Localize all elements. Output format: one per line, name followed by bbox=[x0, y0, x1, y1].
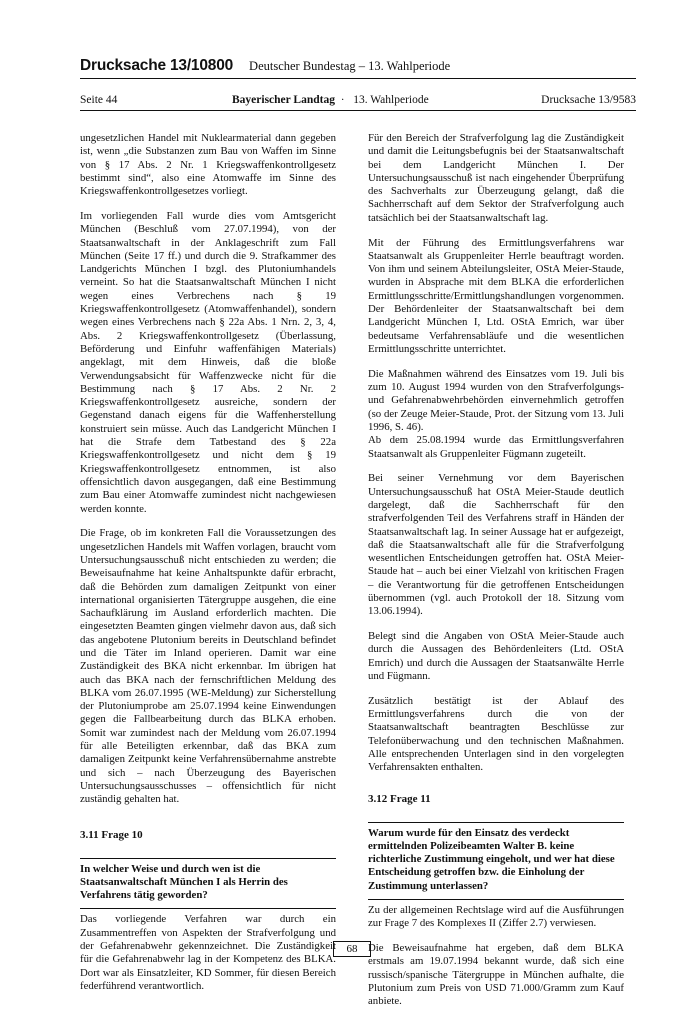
question-rule bbox=[368, 899, 624, 900]
paragraph: Die Frage, ob im konkreten Fall die Voraussetzungen des ungesetzlichen Handels mit Waffen vorlagen, braucht vom Untersuchungsausschuß nicht entschieden zu werden; die Beweisaufnahme hat keine Anhaltspunkte dafür erbracht, daß die Behörden zum damaligen Zeitpunkt von einer international organisierten Tätergruppe ausgehen, die eine Sachaufklärung im Ausland erforderlich machten. Die eingesetzten Beamten gingen vielmehr davon aus, daß sich das angebotene Plutonium bereits in Deutschland befindet und die Täter im Inland operieren. Damit war eine Zuständigkeit des BKA nicht erkennbar. Im übrigen hat auch das BKA nach der fernschriftlichen Meldung des BLKA vom 26.07.1995 (WE-Meldung) zur Sicherstellung der Plutoniumprobe am 25.07.1994 keine Einwendungen gegen die Fallbearbeitung durch das BLKA erhoben. Somit war zumindest nach der Meldung vom 26.07.1994 für alle Beteiligten erkennbar, daß das BKA zum damaligen Zeitpunkt keine Verfahrensübernahme anstrebte und sich – nach Überzeugung des Bayerischen Untersuchungsausschusses – offensichtlich für nicht zuständig gehalten hat. bbox=[80, 527, 336, 806]
parliament-label bbox=[232, 94, 429, 106]
bundestag-period: Deutscher Bundestag – 13. Wahlperiode bbox=[249, 59, 451, 73]
page-label: Seite 44 bbox=[80, 94, 118, 106]
paragraph: Zu der allgemeinen Rechtslage wird auf die Ausführungen zur Frage 7 des Komplexes II (Ziffer 2.7) verwiesen. bbox=[368, 904, 624, 930]
section-heading: 3.11 Frage 10 bbox=[80, 828, 143, 841]
paragraph: Im vorliegenden Fall wurde dies vom Amtsgericht München (Beschluß vom 27.07.1994), von der Staatsanwaltschaft in der Anklageschrift zum Fall München (Seite 17 ff.) und durch die 9. Strafkammer des Landgerichts München I bzgl. des Plutoniumhandels verneint. So hat die Staatsanwaltschaft München I nicht wegen eines Verbrechens nach § 19 Kriegswaffenkontrollgesetz (Atomwaffenhandel), sondern wegen eines Verbrechens nach § 22a Abs. 1 Nrn. 2, 3, 4, Abs. 2 Kriegswaffenkontrollgesetz (Überlassung, Beförderung und Einfuhr waffenfähigen Materials) angeklagt, mit dem Hinweis, daß die bloße Verwendungsabsicht für Waffenzwecke nicht für die Bestimmung nach § 17 Abs. 2 Nr. 2 Kriegswaffenkontrollgesetz ausreiche, sondern der Gegenstand danach eigens für die Waffenherstellung konstruiert sein müsse. Auch das Landgericht München I hat die Strafe dem Tatbestand des § 22a Kriegswaffenkontrollgesetz und nicht dem § 19 Kriegswaffenkontrollgesetz entnommen, ist also offensichtlich davon ausgegangen, daß eine Bestimmung zum Bau einer Atomwaffe zumindest nicht nachgewiesen werden konnte. bbox=[80, 209, 336, 515]
page-number: 68 bbox=[333, 941, 371, 957]
paragraph: ungesetzlichen Handel mit Nuklearmaterial dann gegeben ist, wenn „die Substanzen zum Bau von Waffen im Sinne von § 17 Abs. 2 Nr. 1 Kriegswaffenkontrollgesetz bestimmt sind“, also eine Atomwaffe im Sinne des Kriegswaffenkontrollgesetzes vorliegt. bbox=[80, 132, 336, 198]
header-separator: · bbox=[340, 94, 345, 106]
question-rule bbox=[80, 858, 336, 859]
right-column bbox=[368, 132, 624, 1020]
page-header-rule bbox=[80, 110, 636, 111]
document-header bbox=[80, 57, 635, 75]
paragraph: Für den Bereich der Strafverfolgung lag die Zuständigkeit und damit die Leitungsbefugnis bei der Staatsanwaltschaft bei dem Landgericht München I. Der Untersuchungsausschuß ist nach eingehender Überprüfung des Sachverhalts zur Überzeugung gelangt, daß die Sachherrschaft auf dem Sektor der Strafverfolgung auch tatsächlich bei der Staatsanwaltschaft lag. bbox=[368, 132, 624, 224]
question-rule bbox=[368, 822, 624, 823]
paragraph: Ab dem 25.08.1994 wurde das Ermittlungsverfahren Staatsanwalt als Gruppenleiter Fügmann zugeteilt. bbox=[368, 434, 624, 460]
page-header bbox=[80, 94, 636, 108]
paragraph: Belegt sind die Angaben von OStA Meier-Staude auch durch die Aussagen des Behördenleiters (Ltd. OStA Emrich) und durch die Aussagen der Staatsanwälte Herrle und Fügmann. bbox=[368, 630, 624, 682]
paragraph: Die Maßnahmen während des Einsatzes vom 19. Juli bis zum 10. August 1994 wurden von den Strafverfolgungs- und Gefahrenabwehrbehörden einvernehmlich getroffen (so der Zeuge Meier-Staude, Prot. der Sitzung vom 13. Juli 1996, S. 46). bbox=[368, 367, 624, 433]
section-heading: 3.12 Frage 11 bbox=[368, 792, 431, 805]
landtag-name: Bayerischer Landtag bbox=[232, 94, 335, 106]
question: In welcher Weise und durch wen ist die Staatsanwaltschaft München I als Herrin des Verfahrens tätig geworden? bbox=[80, 862, 288, 902]
paragraph: Mit der Führung des Ermittlungsverfahrens war Staatsanwalt als Gruppenleiter Herrle beauftragt worden. Von ihm und seinem Abteilungsleiter, OStA Meier-Staude, wurden in Absprache mit dem BLKA die erforderlichen Ermittlungsschritte/Ermittlungshandlungen vorgenommen. Der Behördenleiter der Staatsanwaltschaft bei dem Landgericht München I, Ltd. OStA Emrich, war über bedeutsame Verfahrensabläufe und die wesentlichen Ermittlungsschritte unterrichtet. bbox=[368, 236, 624, 355]
paragraph: Bei seiner Vernehmung vor dem Bayerischen Untersuchungsausschuß hat OStA Meier-Staude deutlich dargelegt, daß die Sachherrschaft für den strafverfolgenden Teil des Verfahrens straff in Händen der Staatsanwaltschaft lag. In seiner Aussage hat er aufgezeigt, daß die Staatsanwaltschaft alle für die Strafverfolgung wesentlichen Entscheidungen getroffen hat. OStA Meier-Staude hat – auch bei einer Vielzahl von kritischen Fragen – die Verantwortung für die getroffenen Entscheidungen übernommen (vgl. auch Protokoll der 18. Sitzung vom 13.06.1994). bbox=[368, 472, 624, 618]
drucksache-right: Drucksache 13/9583 bbox=[541, 94, 636, 106]
paragraph: Die Beweisaufnahme hat ergeben, daß dem BLKA erstmals am 19.07.1994 bekannt wurde, daß sich eine russisch/spanische Tätergruppe in München aufhalte, die Plutonium zum Preis von USD 71.000/Gramm zum Kauf anbiete. bbox=[368, 942, 624, 1008]
header-rule bbox=[80, 78, 636, 79]
question: Warum wurde für den Einsatz des verdeckt ermittelnden Polizeibeamten Walter B. keine richterliche Zustimmung eingeholt, und wer hat diese Entscheidung getroffen bzw. die Einholung der Zustimmung unterlassen? bbox=[368, 826, 615, 892]
question-rule bbox=[80, 908, 336, 909]
paragraph: Zusätzlich bestätigt ist der Ablauf des Ermittlungsverfahrens durch die von der Staatsanwaltschaft beantragten Beschlüsse zur Telefonüberwachung und den technischen Maßnahmen. Alle entsprechenden Unterlagen sind in den vorgelegten Verfahrensakten enthalten. bbox=[368, 694, 624, 774]
left-column bbox=[80, 132, 336, 1005]
paragraph: Das vorliegende Verfahren war durch ein Zusammentreffen von Aspekten der Strafverfolgung und der Gefahrenabwehr gekennzeichnet. Die Zuständigkeit für die Gefahrenabwehr lag in der Kompetenz des BLKA. Dort war als Einsatzleiter, KD Sommer, für diesen Bereich federführend verantwortlich. bbox=[80, 913, 336, 992]
wahlperiode-label: 13. Wahlperiode bbox=[353, 94, 429, 106]
drucksache-number: Drucksache 13/10800 bbox=[80, 57, 234, 74]
